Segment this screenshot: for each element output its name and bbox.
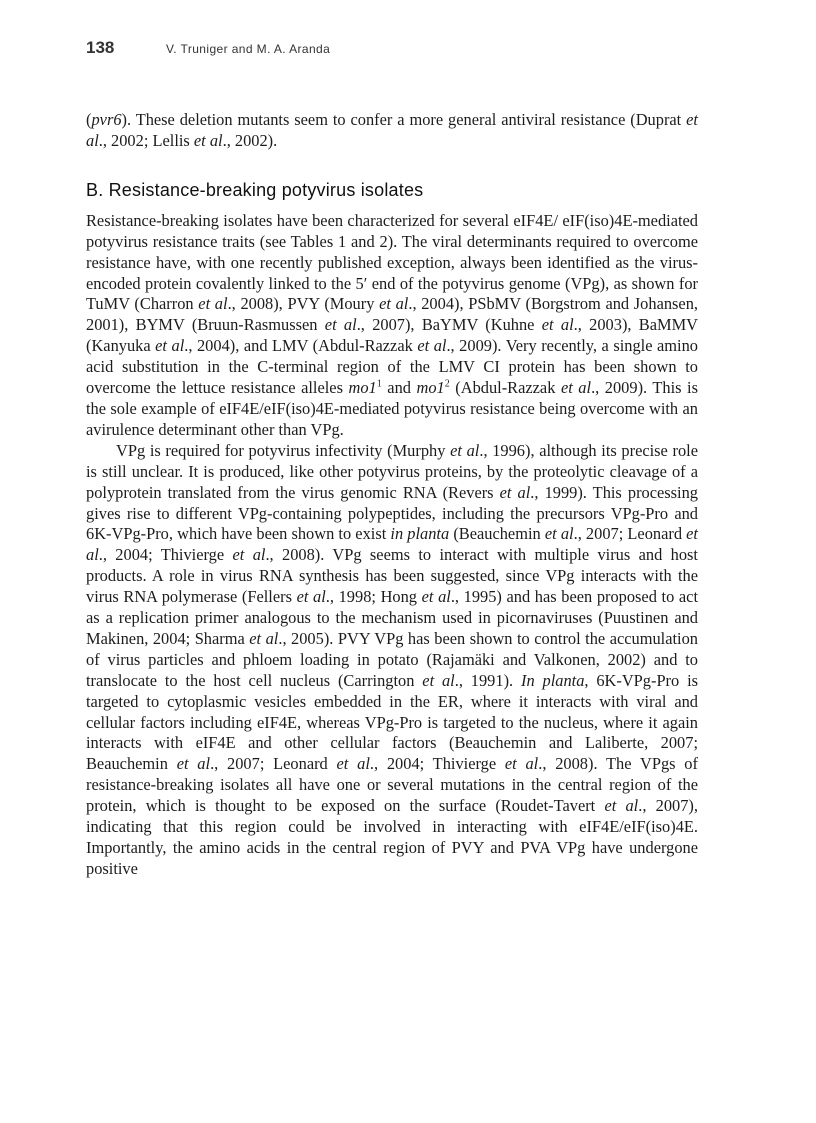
allele-name: mo1	[416, 378, 445, 398]
section-heading: B. Resistance-breaking potyvirus isolates	[86, 179, 424, 200]
body-paragraph-1: Resistance-breaking isolates have been characterized for several eIF4E/ eIF(iso)4E-mediated potyvirus resistance traits (see Tables 1 and 2). The viral determinants required to overcome resistance have, with one recently published exception, always been identified as the virus-encoded protein covalently linked to the 5′ end of the potyvirus genome (VPg), as shown for TuMV (Charron et al., 2008), PVY (Moury et al., 2004), PSbMV (Borgstrom and Johansen, 2001), BYMV (Bruun-Rasmussen et al., 2007), BaYMV (Kuhne et al., 2003), BaMMV (Kanyuka et al., 2004), and LMV (Abdul-Razzak et al., 2009). Very recently, a single amino acid substitution in the C-terminal region of the LMV CI protein has been shown to overcome the lettuce resistance alleles $mo1^1$ and $mo1^2$ (Abdul-Razzak et al., 2009). This is the sole example of eIF4E/eIF(iso)4E-mediated potyvirus resistance being overcome with an avirulence determinant other than VPg.	[86, 210, 698, 439]
gene-name: pvr6	[91, 110, 122, 129]
running-header-authors: V. Truniger and M. A. Aranda	[166, 42, 331, 56]
allele-name: mo1	[348, 378, 377, 398]
running-header	[86, 38, 698, 64]
document-page	[86, 38, 698, 880]
intro-paragraph: (pvr6). These deletion mutants seem to confer a more general antiviral resistance (Duprat et al., 2002; Lellis et al., 2002).	[86, 110, 698, 150]
page-number: 138	[86, 38, 115, 57]
body-paragraph-2: VPg is required for potyvirus infectivity (Murphy et al., 1996), although its precise role is still unclear. It is produced, like other potyvirus proteins, by the proteolytic cleavage of a polyprotein translated from the virus genomic RNA (Revers et al., 1999). This processing gives rise to different VPg-containing polypeptides, including the precursors VPg-Pro and 6K-VPg-Pro, which have been shown to exist in planta (Beauchemin et al., 2007; Leonard et al., 2004; Thivierge et al., 2008). VPg seems to interact with multiple virus and host products. A role in virus RNA synthesis has been suggested, since VPg interacts with the virus RNA polymerase (Fellers et al., 1998; Hong et al., 1995) and has been proposed to act as a replication primer analogous to the mechanism used in picornaviruses (Puustinen and Makinen, 2004; Sharma et al., 2005). PVY VPg has been shown to control the accumulation of virus particles and phloem loading in potato (Rajamäki and Valkonen, 2002) and to translocate to the host cell nucleus (Carrington et al., 1991). In planta, 6K-VPg-Pro is targeted to cytoplasmic vesicles embedded in the ER, where it interacts with viral and cellular factors including eIF4E, whereas VPg-Pro is targeted to the nucleus, where it again interacts with eIF4E and other cellular factors (Beauchemin and Laliberte, 2007; Beauchemin et al., 2007; Leonard et al., 2004; Thivierge et al., 2008). The VPgs of resistance-breaking isolates all have one or several mutations in the central region of the protein, which is thought to be exposed on the surface (Roudet-Tavert et al., 2007), indicating that this region could be involved in interacting with eIF4E/eIF(iso)4E. Importantly, the amino acids in the central region of PVY and PVA VPg have undergone positive	[86, 440, 699, 878]
